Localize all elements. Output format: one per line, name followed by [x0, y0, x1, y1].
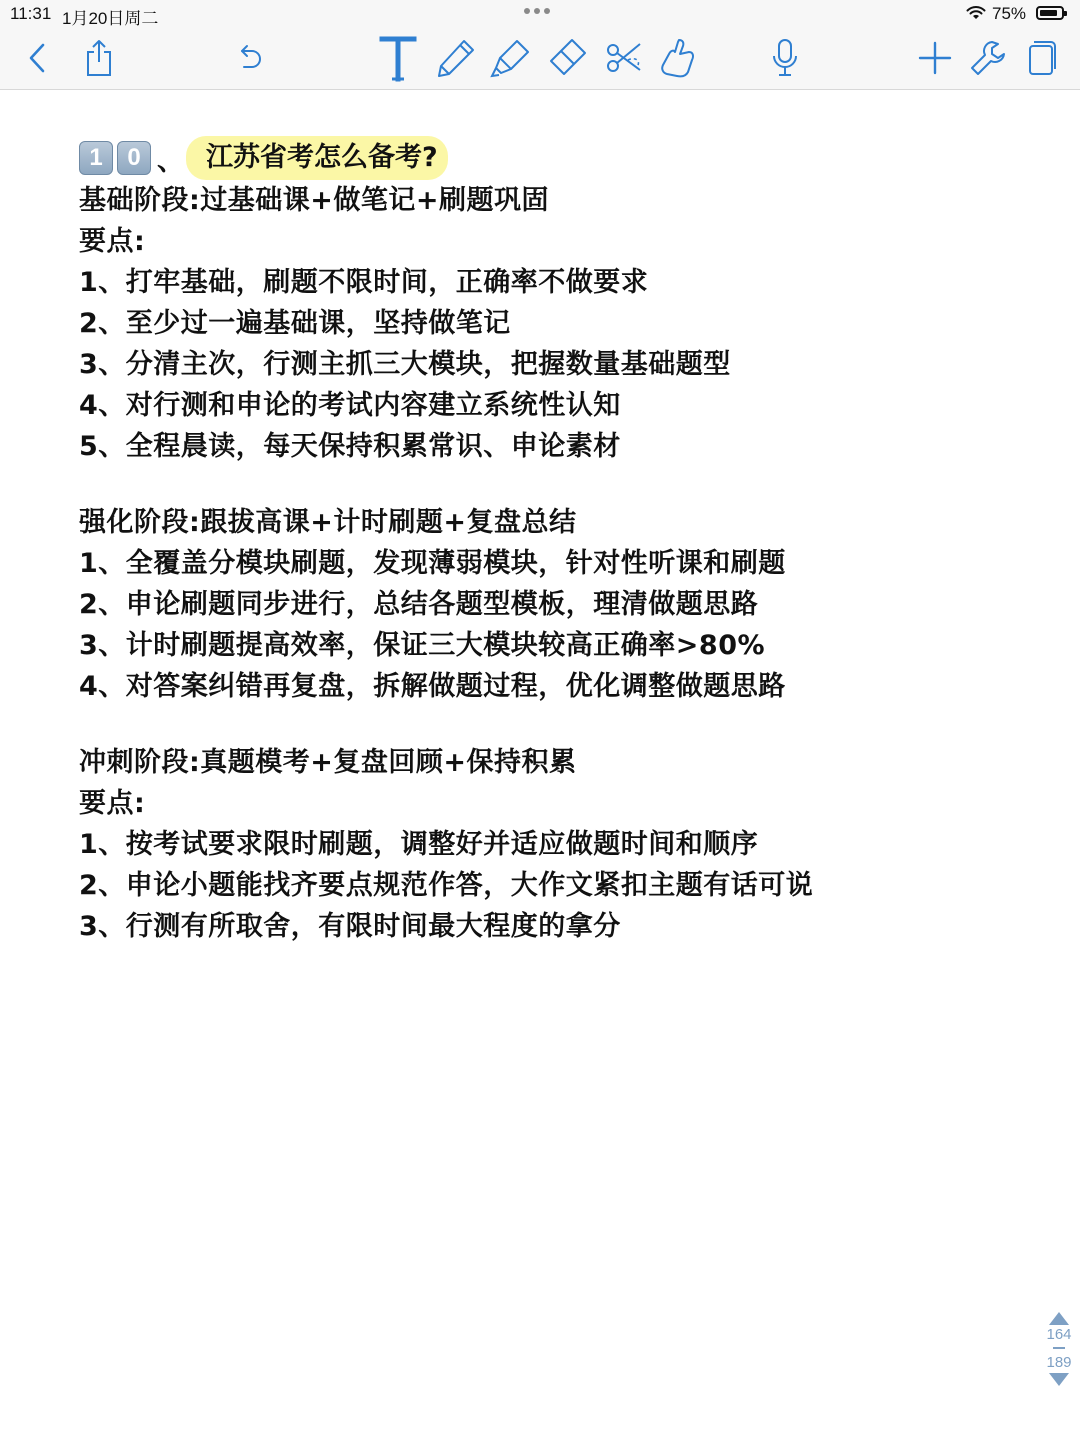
- list-item: 1、全覆盖分模块刷题，发现薄弱模块，针对性听课和刷题: [79, 548, 786, 579]
- total-page-number: 189: [1046, 1354, 1072, 1371]
- status-date: 1月20日周二: [62, 9, 159, 28]
- wrench-icon[interactable]: [964, 34, 1012, 82]
- list-item: 2、申论小题能找齐要点规范作答，大作文紧扣主题有话可说: [79, 870, 814, 901]
- section-heading-intensive: 强化阶段:跟拔高课+计时刷题+复盘总结: [79, 507, 577, 538]
- page-down-icon[interactable]: [1049, 1373, 1069, 1386]
- section-subheading: 要点:: [79, 226, 146, 257]
- status-time: 11:31: [10, 4, 52, 23]
- title-highlight: 江苏省考怎么备考?: [186, 136, 448, 180]
- multitasking-dots-icon[interactable]: [524, 8, 550, 14]
- list-item: 4、对答案纠错再复盘，拆解做题过程，优化调整做题思路: [79, 671, 786, 702]
- section-heading-basic: 基础阶段:过基础课+做笔记+刷题巩固: [79, 185, 550, 216]
- list-item: 2、申论刷题同步进行，总结各题型模板，理清做题思路: [79, 589, 759, 620]
- list-item: 3、计时刷题提高效率，保证三大模块较高正确率>80%: [79, 630, 766, 661]
- title-separator: 、: [157, 145, 184, 177]
- microphone-icon[interactable]: [761, 34, 809, 82]
- note-title: [79, 136, 979, 180]
- keycap-one: 1: [79, 141, 113, 175]
- list-item: 4、对行测和申论的考试内容建立系统性认知: [79, 390, 621, 421]
- battery-icon: [1036, 6, 1064, 20]
- add-icon[interactable]: [911, 34, 959, 82]
- lasso-scissors-icon[interactable]: [600, 34, 648, 82]
- toolbar: [0, 28, 1080, 90]
- share-icon[interactable]: [75, 34, 123, 82]
- list-item: 3、分清主次，行测主抓三大模块，把握数量基础题型: [79, 349, 731, 380]
- list-item: 1、打牢基础，刷题不限时间，正确率不做要求: [79, 267, 649, 298]
- note-text: [79, 136, 979, 947]
- pointer-hand-icon[interactable]: [653, 34, 701, 82]
- wifi-icon: [966, 5, 986, 26]
- list-item: 3、行测有所取舍，有限时间最大程度的拿分: [79, 911, 621, 942]
- paragraph-gap: [79, 467, 979, 502]
- list-item: 1、按考试要求限时刷题，调整好并适应做题时间和顺序: [79, 829, 759, 860]
- highlighter-icon[interactable]: [487, 34, 535, 82]
- note-page[interactable]: [0, 90, 1080, 1440]
- list-item: 5、全程晨读，每天保持积累常识、申论素材: [79, 431, 621, 462]
- paragraph-gap: [79, 707, 979, 742]
- section-subheading: 要点:: [79, 788, 146, 819]
- current-page-number: 164: [1046, 1326, 1072, 1343]
- page-up-icon[interactable]: [1049, 1312, 1069, 1325]
- battery-percent: 75%: [992, 4, 1027, 23]
- text-tool-icon[interactable]: [374, 34, 422, 82]
- pen-icon[interactable]: [432, 34, 480, 82]
- page-divider: [1053, 1347, 1065, 1349]
- undo-icon[interactable]: [225, 34, 273, 82]
- eraser-icon[interactable]: [543, 34, 591, 82]
- section-heading-sprint: 冲刺阶段:真题模考+复盘回顾+保持积累: [79, 747, 577, 778]
- pages-icon[interactable]: [1018, 34, 1066, 82]
- list-item: 2、至少过一遍基础课，坚持做笔记: [79, 308, 511, 339]
- status-bar: [0, 0, 1080, 28]
- page-navigator: [1046, 1312, 1072, 1386]
- back-icon[interactable]: [14, 34, 62, 82]
- keycap-zero: 0: [117, 141, 151, 175]
